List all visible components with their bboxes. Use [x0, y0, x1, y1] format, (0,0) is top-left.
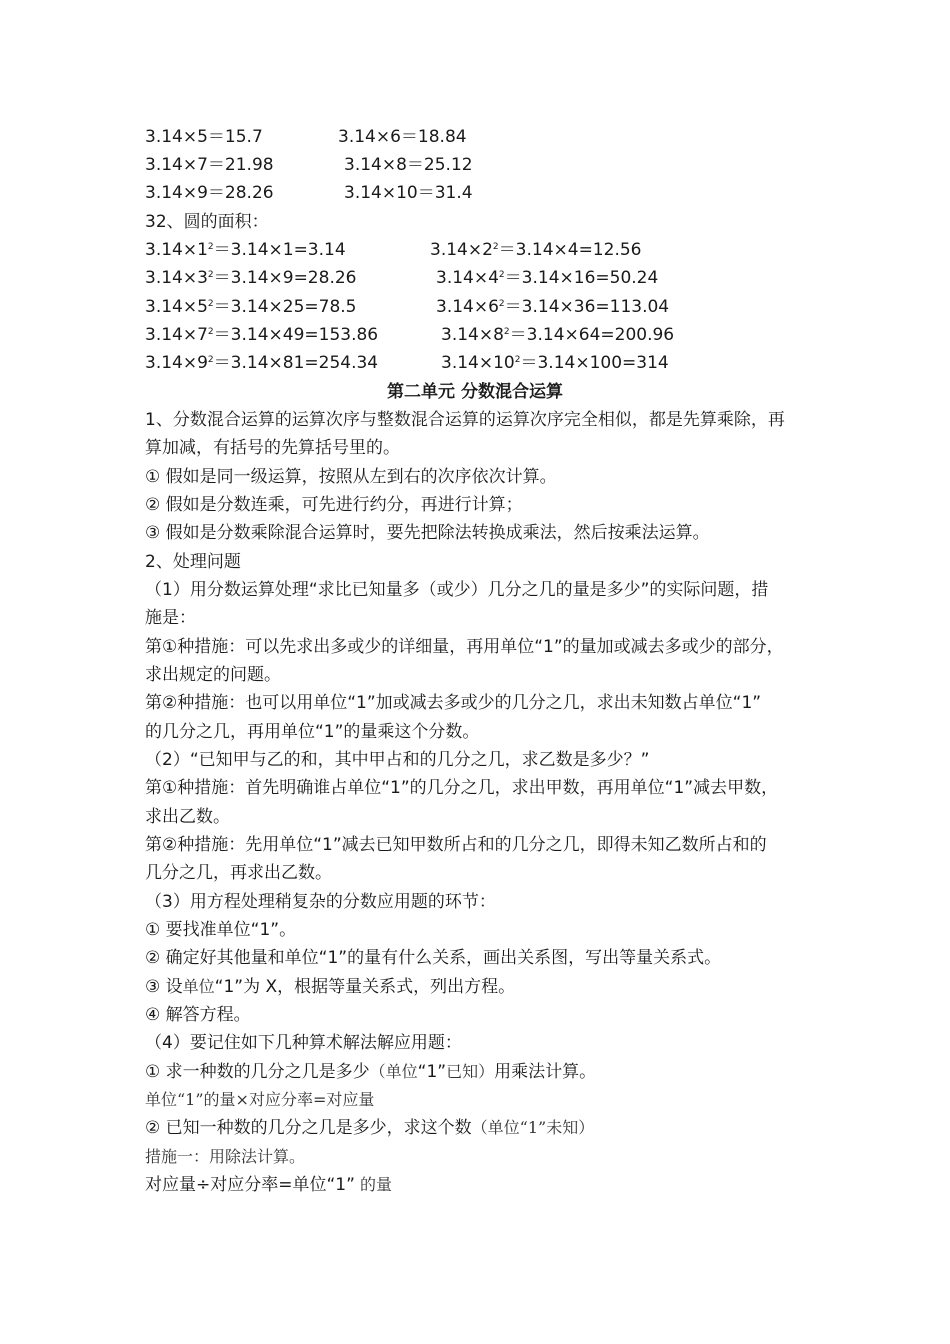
paragraph-line: 求出规定的问题。: [145, 665, 281, 685]
paragraph-line: 的几分之几，再用单位“1”的量乘这个分数。: [145, 722, 480, 742]
formula-line: $3.14\times 8^2=3.14\times 64=200.96$: [441, 325, 675, 345]
formula-line: $3.14\times 2^2=3.14\times 4=12.56$: [430, 240, 642, 260]
formula-line: $3.14\times 7^2=3.14\times 49=153.86$: [145, 325, 379, 345]
paragraph-line: ③ 设单位“1”为 X，根据等量关系式，列出方程。: [145, 977, 516, 997]
paragraph-line: ① 求一种数的几分之几是多少（单位“1”已知）用乘法计算。: [145, 1062, 597, 1082]
paragraph-line: ① 假如是同一级运算，按照从左到右的次序依次计算。: [145, 467, 557, 487]
paragraph-line: ① 要找准单位“1”。: [145, 920, 297, 940]
formula-line: 3.14×7＝21.98: [145, 155, 274, 175]
paragraph-line: （3）用方程处理稍复杂的分数应用题的环节：: [145, 892, 496, 912]
paragraph-line: （2）“已知甲与乙的和，其中甲占和的几分之几，求乙数是多少？”: [145, 750, 650, 770]
paragraph-line: ② 已知一种数的几分之几是多少，求这个数（单位“1”未知）: [145, 1118, 595, 1138]
formula-line: $3.14\times 1^2=3.14\times 1=3.14$: [145, 240, 346, 260]
paragraph-line: 几分之几，再求出乙数。: [145, 863, 332, 883]
section-heading: 2、处理问题: [145, 552, 241, 572]
paragraph-line: ② 假如是分数连乘，可先进行约分，再进行计算；: [145, 495, 523, 515]
paragraph-line: ② 确定好其他量和单位“1”的量有什么关系，画出关系图，写出等量关系式。: [145, 948, 722, 968]
formula-line: $3.14\times 5^2=3.14\times 25=78.5$: [145, 297, 357, 317]
formula-line: 3.14×10＝31.4: [344, 183, 473, 203]
paragraph-line: （4）要记住如下几种算术解法解应用题：: [145, 1033, 462, 1053]
area-heading: 32、圆的面积：: [145, 212, 269, 232]
formula-line: $3.14\times 9^2=3.14\times 81=254.34$: [145, 353, 379, 373]
paragraph-line: 算加减，有括号的先算括号里的。: [145, 438, 400, 458]
paragraph-line: 措施一：用除法计算。: [145, 1147, 306, 1166]
paragraph-line: 第①种措施：首先明确谁占单位“1”的几分之几，求出甲数，再用单位“1”减去甲数，: [145, 778, 779, 798]
paragraph-line: 施是：: [145, 608, 196, 628]
paragraph-line: ③ 假如是分数乘除混合运算时，要先把除法转换成乘法，然后按乘法运算。: [145, 523, 710, 543]
formula-line: 3.14×6＝18.84: [338, 127, 467, 147]
formula-line: 3.14×8＝25.12: [344, 155, 473, 175]
formula-line: 对应量÷对应分率=单位“1” 的量: [145, 1175, 393, 1195]
formula-line: 单位“1”的量×对应分率=对应量: [145, 1090, 375, 1109]
formula-line: $3.14\times 6^2=3.14\times 36=113.04$: [436, 297, 670, 317]
formula-line: $3.14\times 4^2=3.14\times 16=50.24$: [436, 268, 659, 288]
paragraph-line: （1）用分数运算处理“求比已知量多（或少）几分之几的量是多少”的实际问题，措: [145, 580, 769, 600]
paragraph-line: 第②种措施：也可以用单位“1”加或减去多或少的几分之几，求出未知数占单位“1”: [145, 693, 762, 713]
paragraph-line: 求出乙数。: [145, 807, 230, 827]
formula-line: $3.14\times 10^2=3.14\times 100=314$: [441, 353, 669, 373]
paragraph-line: 第②种措施：先用单位“1”减去已知甲数所占和的几分之几，即得未知乙数所占和的: [145, 835, 767, 855]
formula-line: 3.14×9＝28.26: [145, 183, 274, 203]
paragraph-line: 第①种措施：可以先求出多或少的详细量，再用单位“1”的量加或减去多或少的部分，: [145, 637, 784, 657]
formula-line: 3.14×5＝15.7: [145, 127, 263, 147]
unit-title: 第二单元 分数混合运算: [387, 382, 563, 402]
paragraph-line: 1、分数混合运算的运算次序与整数混合运算的运算次序完全相似，都是先算乘除，再: [145, 410, 785, 430]
paragraph-line: ④ 解答方程。: [145, 1005, 251, 1025]
formula-line: $3.14\times 3^2=3.14\times 9=28.26$: [145, 268, 357, 288]
